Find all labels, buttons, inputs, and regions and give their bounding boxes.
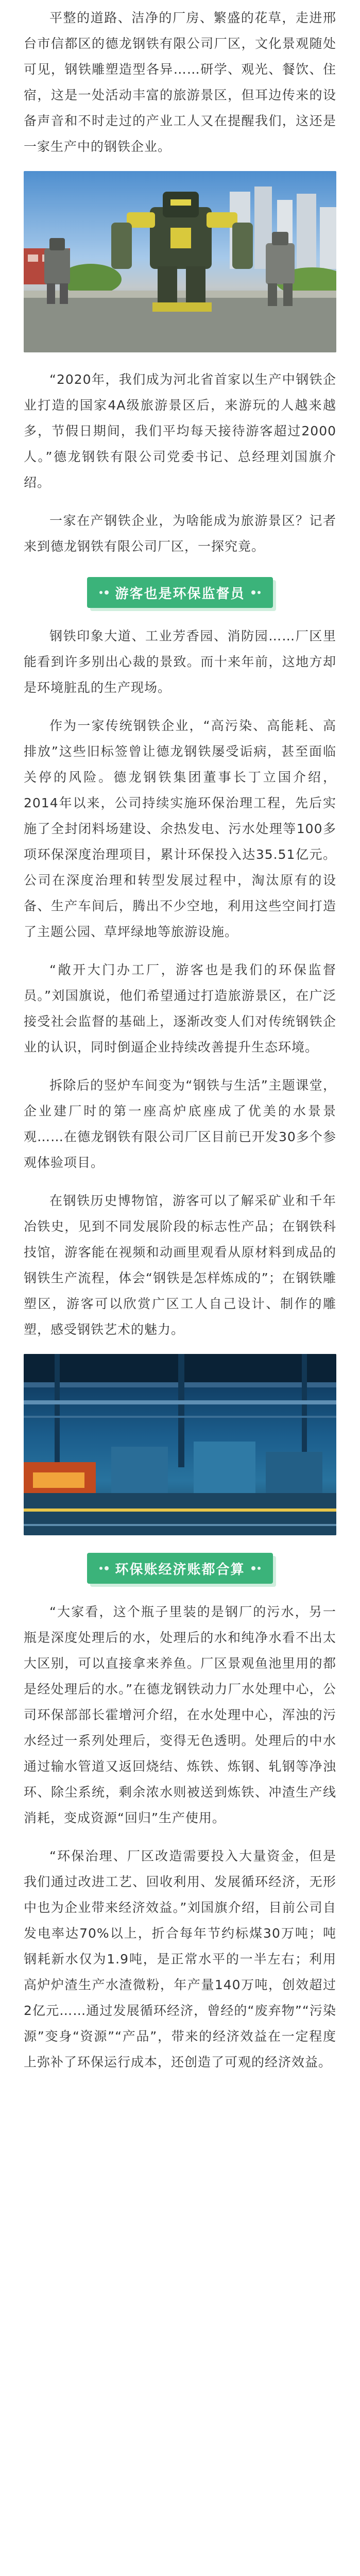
- section-heading-1: [87, 577, 272, 608]
- section-heading-2-text: 环保账经济账都合算: [115, 1562, 245, 1578]
- paragraph-intro: 平整的道路、洁净的厂房、繁盛的花草，走进邢台市信都区的德龙钢铁有限公司厂区，文化景观随处可见，钢铁雕塑造型各异……研学、观光、餐饮、住宿，这是一处活动丰富的旅游景区，但耳边传来的设备声音和不时走过的产业工人又在提醒我们，这还是一家生产中的钢铁企业。: [24, 10, 336, 154]
- decor-dots-left-icon: [99, 590, 109, 595]
- section-heading-1-wrap: [24, 577, 336, 608]
- decor-dots-left-icon: [99, 1566, 109, 1570]
- paragraph-circular-economy: “环保治理、厂区改造需要投入大量资金，但是我们通过改进工艺、回收利用、发展循环经济，无形中也为企业带来经济效益。”刘国旗介绍，目前公司自发电率达70%以上，折合每年节约标煤30万吨；吨钢耗新水仅为1.9吨，是正常水平的一半左右；利用高炉炉渣生产水渣微粉，年产量140万吨，创效超过2亿元……通过发展循环经济，曾经的“废弃物”“污染源”变身“资源”“产品”，带来的经济效益在一定程度上弥补了环保运行成本，还创造了可观的经济效益。: [24, 1849, 336, 2070]
- paragraph-water-treatment: “大家看，这个瓶子里装的是钢厂的污水，另一瓶是深度处理后的水，处理后的水和纯净水看不出太大区别，可以直接拿来养鱼。厂区景观鱼池里用的都是经处理后的水。”在德龙钢铁动力厂水处理中心，公司环保部部长霍增河介绍，在水处理中心，浑浊的污水经过一系列处理后，变得无色透明。处理后的中水通过输水管道又返回烧结、炼铁、炼钢、轧钢等净浊环、除尘系统，剩余浓水则被送到炼铁、冲渣生产线消耗，变成资源“回归”生产使用。: [24, 1604, 336, 1825]
- paragraph-landscape: 钢铁印象大道、工业芳香园、消防园……厂区里能看到许多别出心裁的景致。而十来年前，这地方却是环境脏乱的生产现场。: [24, 629, 336, 695]
- paragraph-question: 一家在产钢铁企业，为啥能成为旅游景区？记者来到德龙钢铁有限公司厂区，一探究竟。: [24, 513, 336, 554]
- decor-dots-right-icon: [251, 1566, 261, 1570]
- paragraph-environmental-investment: 作为一家传统钢铁企业，“高污染、高能耗、高排放”这些旧标签曾让德龙钢铁屡受诟病，甚至面临关停的风险。德龙钢铁集团董事长丁立国介绍，2014年以来，公司持续实施环保治理工程，先后实施了全封闭料场建设、余热发电、污水处理等100多项环保深度治理项目，累计环保投入达35.51亿元。公司在深度治理和转型发展过程中，淘汰原有的设备、生产车间后，腾出不少空地，利用这些空间打造了主题公园、草坪绿地等旅游设施。: [24, 718, 336, 939]
- steel-plant-illustration: [24, 1354, 336, 1535]
- steel-robot-sculptures-photo: [24, 171, 336, 352]
- section-heading-2-wrap: [24, 1553, 336, 1584]
- robot-sculptures-illustration: [24, 171, 336, 352]
- section-heading-2: [87, 1553, 272, 1584]
- paragraph-classroom: 拆除后的竖炉车间变为“钢铁与生活”主题课堂，企业建厂时的第一座高炉底座成了优美的水景景观……在德龙钢铁有限公司厂区目前已开发30多个参观体验项目。: [24, 1078, 336, 1170]
- decor-dots-right-icon: [251, 590, 261, 595]
- paragraph-open-factory: “敞开大门办工厂，游客也是我们的环保监督员。”刘国旗说，他们希望通过打造旅游景区，在广泛接受社会监督的基础上，逐渐改变人们对传统钢铁企业的认识，同时倒逼企业持续改善提升生态环境。: [24, 962, 336, 1055]
- paragraph-museum: 在钢铁历史博物馆，游客可以了解采矿业和千年冶铁史，见到不同发展阶段的标志性产品；在钢铁科技馆，游客能在视频和动画里观看从原材料到成品的钢铁生产流程，体会“钢铁是怎样炼成的”；在钢铁雕塑区，游客可以欣赏广区工人自己设计、制作的雕塑，感受钢铁艺术的魅力。: [24, 1193, 336, 1337]
- steel-plant-interior-photo: [24, 1354, 336, 1535]
- paragraph-quote-4a: “2020年，我们成为河北省首家以生产中钢铁企业打造的国家4A级旅游景区后，来游玩的人越来越多，节假日期间，我们平均每天接待游客超过2000人。”德龙钢铁有限公司党委书记、总经理刘国旗介绍。: [24, 372, 336, 490]
- section-heading-1-text: 游客也是环保监督员: [115, 586, 245, 602]
